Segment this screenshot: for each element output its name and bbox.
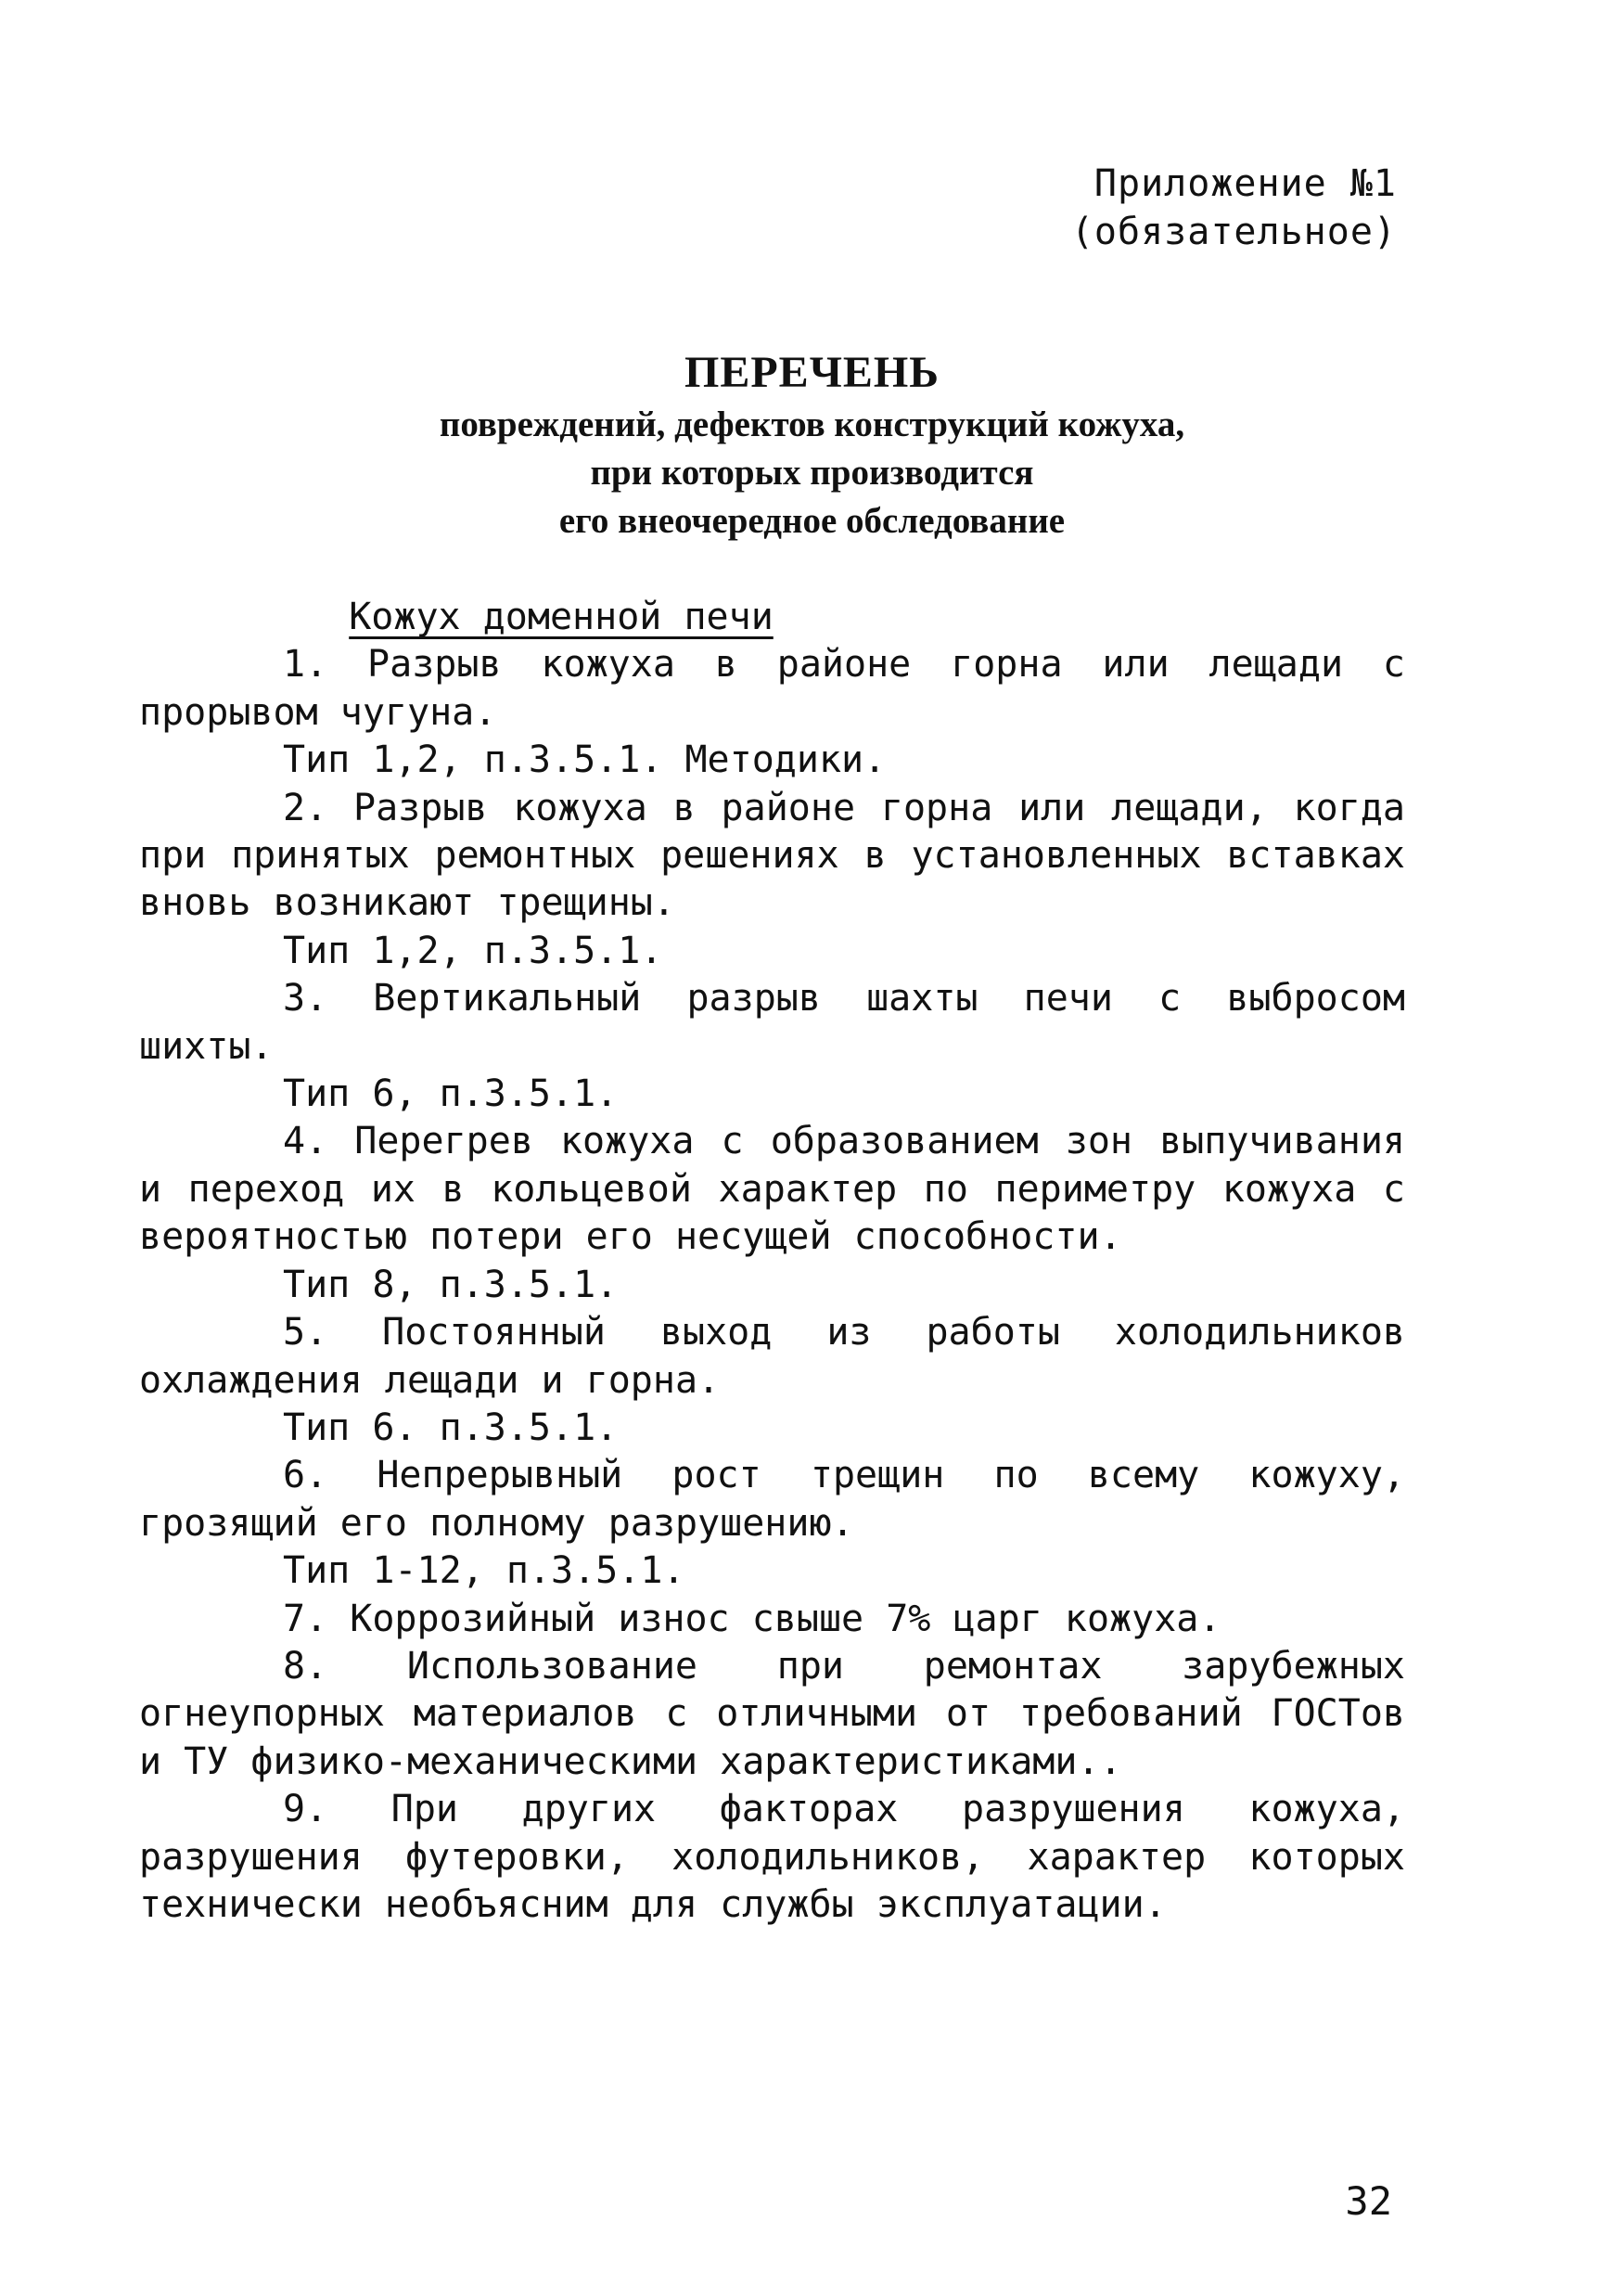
title-line-1: повреждений, дефектов конструкций кожуха, xyxy=(439,404,1185,444)
appendix-status: (обязательное) xyxy=(1070,211,1397,253)
list-item-2-ref: Тип 1,2, п.3.5.1. xyxy=(283,929,663,972)
title-line-3: его внеочередное обследование xyxy=(558,501,1066,541)
title-line-2: при которых производится xyxy=(590,453,1034,493)
document-body xyxy=(139,594,1405,1929)
list-item-4-ref: Тип 8, п.3.5.1. xyxy=(283,1263,619,1306)
list-item-5: 5. Постоянный выход из работы холодильников охлаждения лещади и горна. xyxy=(139,1311,1405,1402)
list-item-6-ref: Тип 1-12, п.3.5.1. xyxy=(283,1549,685,1593)
appendix-number: Приложение №1 xyxy=(1093,162,1397,205)
list-item-3-ref: Тип 6, п.3.5.1. xyxy=(283,1072,619,1116)
section-heading xyxy=(139,594,983,641)
section-heading-text: Кожух доменной печи xyxy=(349,596,774,638)
title-main: ПЕРЕЧЕНЬ xyxy=(684,348,940,397)
list-item-3: 3. Вертикальный разрыв шахты печи с выбросом шихты. xyxy=(139,977,1405,1068)
list-item-9: 9. При других факторах разрушения кожуха, разрушения футеровки, холодильников, характер которых технически необъясним для службы эксплуатации. xyxy=(139,1788,1405,1926)
document-title xyxy=(0,345,1624,546)
list-item-6: 6. Непрерывный рост трещин по всему кожуху, грозящий его полному разрушению. xyxy=(139,1454,1405,1545)
page-number: 32 xyxy=(1345,2178,1392,2224)
list-item-7: 7. Коррозийный износ свыше 7% царг кожуха. xyxy=(283,1597,1221,1640)
list-item-4: 4. Перегрев кожуха с образованием зон выпучивания и переход их в кольцевой характер по периметру кожуха с вероятностью потери его несущей способности. xyxy=(139,1120,1405,1259)
appendix-label xyxy=(1071,160,1397,256)
list-item-5-ref: Тип 6. п.3.5.1. xyxy=(283,1406,619,1449)
list-item-2: 2. Разрыв кожуха в районе горна или лещади, когда при принятых ремонтных решениях в установленных вставках вновь возникают трещины. xyxy=(139,786,1405,925)
list-item-1: 1. Разрыв кожуха в районе горна или лещади с прорывом чугуна. xyxy=(139,643,1405,734)
list-item-1-ref: Тип 1,2, п.3.5.1. Методики. xyxy=(283,738,887,782)
list-item-8: 8. Использование при ремонтах зарубежных огнеупорных материалов с отличными от требований ГОСТов и ТУ физико-механическими характеристиками.. xyxy=(139,1644,1405,1783)
